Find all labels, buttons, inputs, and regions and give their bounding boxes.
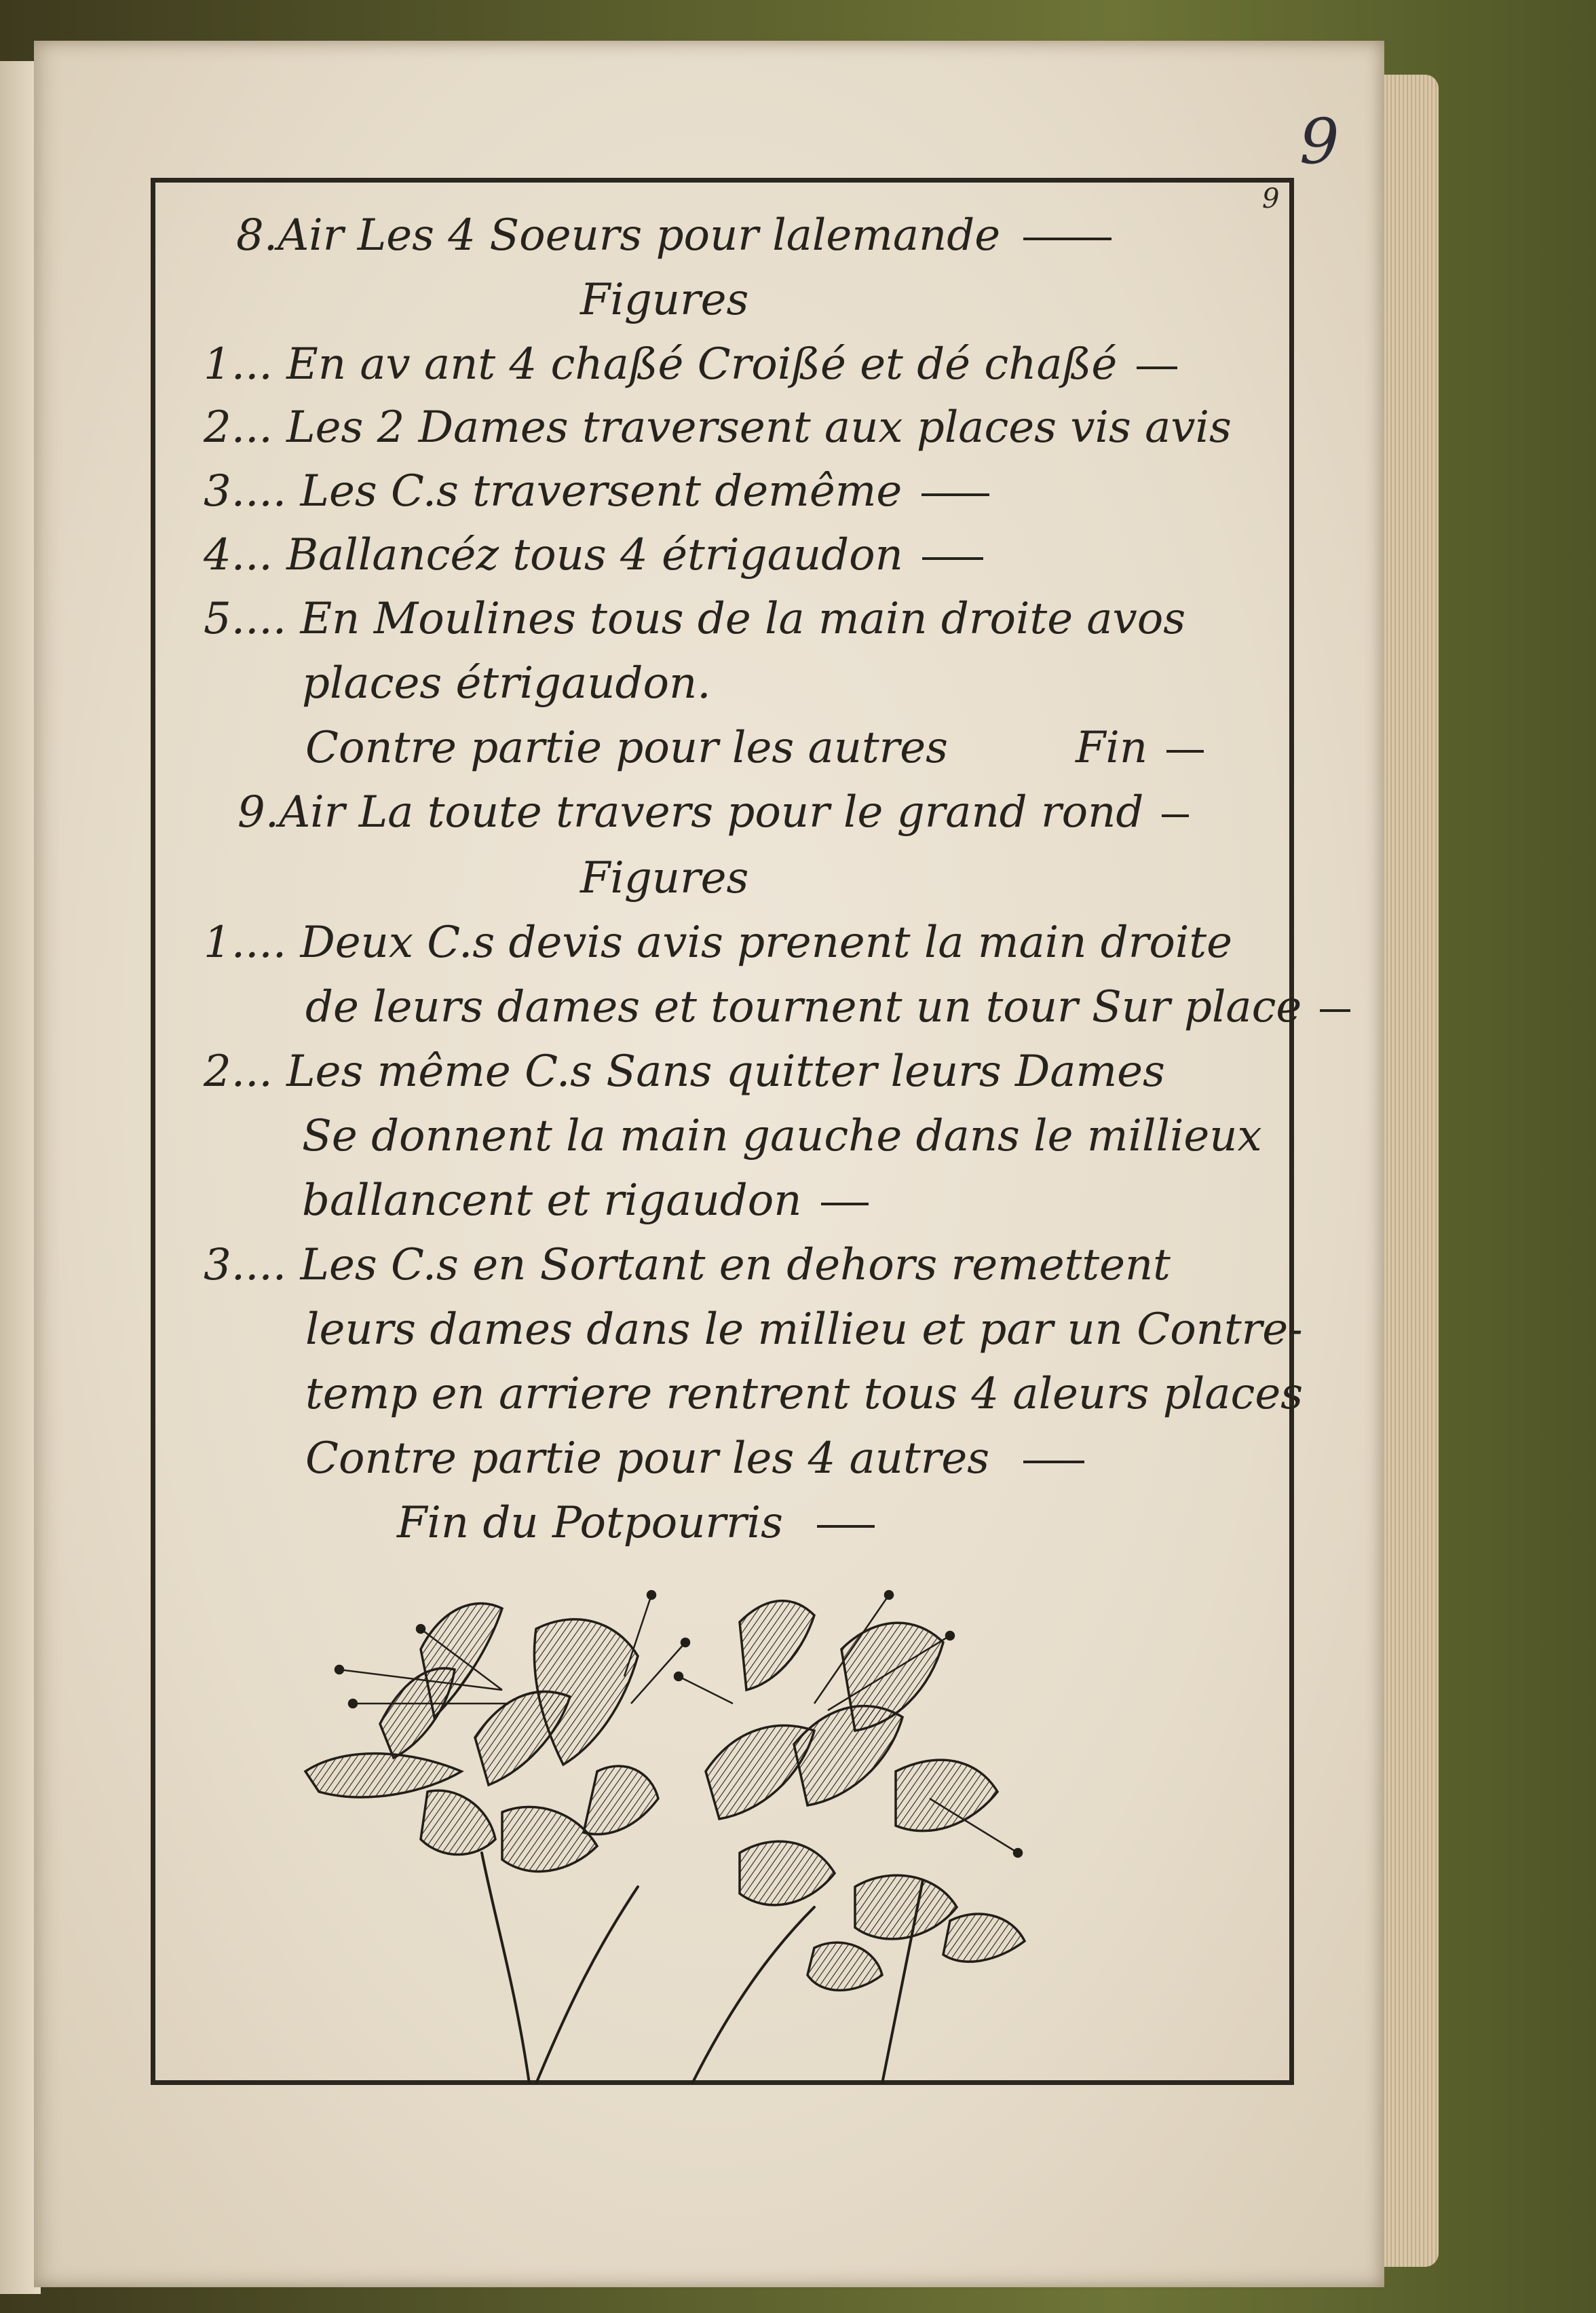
fin-du-potpourris: [397, 1498, 875, 1548]
figure-line-5-cont: places étrigaudon.: [302, 658, 711, 709]
figure-line-3-text: 3.... Les C.s traversent demême: [204, 466, 902, 516]
figures-heading-1: Figures: [580, 275, 749, 325]
corner-page-number: 9: [1299, 105, 1340, 178]
figure-line-1-text: 1... En av ant 4 chaßé Croißé et dé chaßé: [204, 339, 1118, 390]
figure-9-line-3-cont2: temp en arriere rentrent tous 4 aleurs places: [305, 1369, 1304, 1419]
figure-line-1: [204, 339, 1177, 390]
dash: [817, 1525, 875, 1528]
figure-line-5: 5.... En Moulines tous de la main droite avos: [204, 594, 1186, 644]
dash: [1162, 814, 1189, 817]
floral-engraving: [217, 1568, 1167, 2084]
plate-page-number: 9: [1262, 183, 1280, 214]
figure-9-line-1-cont: [305, 982, 1350, 1032]
figure-9-line-2-cont2: [302, 1176, 869, 1226]
figure-9-line-3-cont: leurs dames dans le millieu et par un Contre-: [305, 1304, 1303, 1355]
dash: [1023, 238, 1112, 240]
dash: [821, 1203, 869, 1205]
figures-heading-2: Figures: [580, 853, 749, 903]
dash: [1166, 750, 1204, 753]
dash: [1320, 1009, 1350, 1012]
air-8-title-text: 8.Air Les 4 Soeurs pour lalemande: [236, 210, 1001, 261]
air-9-title-text: 9.Air La toute travers pour le grand rond: [238, 787, 1144, 838]
dash: [1137, 366, 1177, 369]
air-9-title: [238, 787, 1189, 838]
figure-line-2: 2... Les 2 Dames traversent aux places vis avis: [204, 402, 1232, 453]
dash: [1023, 1461, 1084, 1463]
figure-9-line-1: 1.... Deux C.s devis avis prenent la main droite: [204, 918, 1232, 968]
air-8-title: [236, 210, 1112, 261]
contre-partie-2: [305, 1433, 1084, 1484]
contre-partie-1: Contre partie pour les autres: [305, 723, 948, 773]
dash: [922, 557, 983, 560]
figure-line-4-text: 4... Ballancéz tous 4 étrigaudon: [204, 530, 903, 580]
figure-line-4: [204, 530, 983, 580]
figure-9-line-2: 2... Les même C.s Sans quitter leurs Dames: [204, 1047, 1165, 1097]
contre-partie-2-text: Contre partie pour les 4 autres: [305, 1433, 990, 1484]
fin-1: [1076, 723, 1204, 773]
figure-line-3: [204, 466, 989, 516]
figure-9-line-2-cont: Se donnent la main gauche dans le millieux: [302, 1111, 1262, 1161]
figure-9-line-2-cont2-text: ballancent et rigaudon: [302, 1176, 802, 1226]
fin-du-potpourris-text: Fin du Potpourris: [397, 1498, 783, 1548]
figure-9-line-3: 3.... Les C.s en Sortant en dehors remettent: [204, 1240, 1171, 1290]
figure-9-line-1-cont-text: de leurs dames et tournent un tour Sur place: [305, 982, 1302, 1032]
fin-1-text: Fin: [1076, 723, 1148, 773]
dash: [922, 493, 989, 496]
